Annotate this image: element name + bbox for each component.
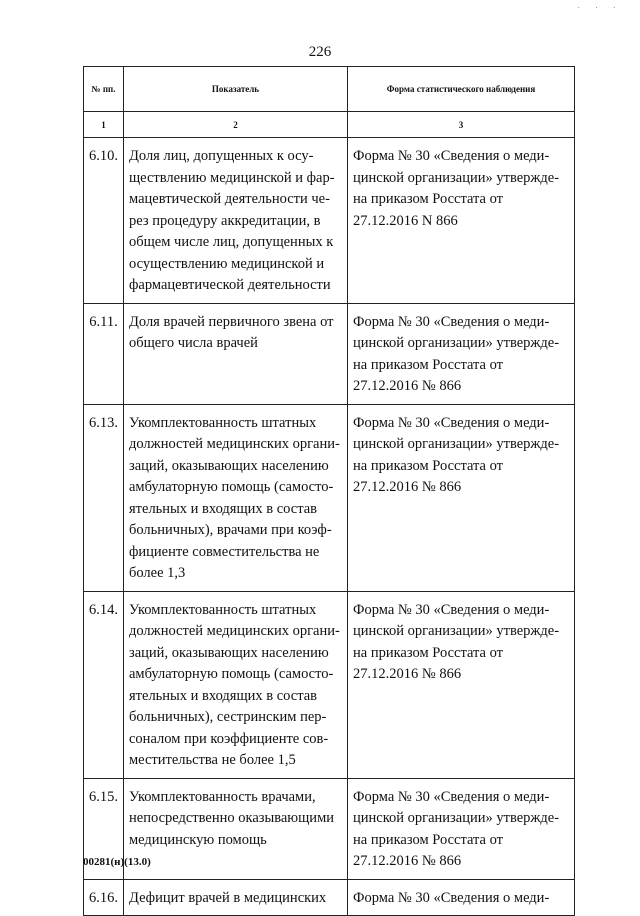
page-number: 226 xyxy=(308,44,332,60)
row-indicator: Доля лиц, допущенных к осу-ществлению медицинской и фар-мацевтической деятельности че-рез процедуру аккредитации, в общем числе лиц, допущенных к осуществлению медицинской и фармацевтической деятельности xyxy=(124,138,348,304)
row-form: Форма № 30 «Сведения о меди-цинской организации» утвержде-на приказом Росстата от 27.12.2016 № 866 xyxy=(348,778,575,879)
table-row xyxy=(84,303,575,404)
row-number: 6.14. xyxy=(84,591,124,778)
row-indicator: Дефицит врачей в медицинских xyxy=(124,879,348,916)
row-indicator: Укомплектованность штатных должностей медицинских органи-заций, оказывающих населению амбулаторную помощь (самосто-ятельных и входящих в состав больничных), сестринским пер-соналом при коэффициенте сов-местительства не более 1,5 xyxy=(124,591,348,778)
table-row xyxy=(84,591,575,778)
column-number-2: 2 xyxy=(124,112,348,138)
row-indicator: Укомплектованность штатных должностей медицинских органи-заций, оказывающих населению амбулаторную помощь (самосто-ятельных и входящих в состав больничных), врачами при коэф-фициенте совместительства не более 1,3 xyxy=(124,404,348,591)
header-number: № пп. xyxy=(84,67,124,112)
table-row xyxy=(84,778,575,879)
row-form: Форма № 30 «Сведения о меди-цинской организации» утвержде-на приказом Росстата от 27.12.2016 N 866 xyxy=(348,138,575,304)
document-code: 00281(н)(13.0) xyxy=(83,856,151,868)
row-number: 6.16. xyxy=(84,879,124,916)
row-number: 6.11. xyxy=(84,303,124,404)
row-indicator: Укомплектованность врачами, непосредственно оказывающими медицинскую помощь xyxy=(124,778,348,879)
table-row xyxy=(84,404,575,591)
row-indicator: Доля врачей первичного звена от общего числа врачей xyxy=(124,303,348,404)
row-form: Форма № 30 «Сведения о меди-цинской организации» утвержде-на приказом Росстата от 27.12.2016 № 866 xyxy=(348,591,575,778)
column-number-3: 3 xyxy=(348,112,575,138)
row-form: Форма № 30 «Сведения о меди- xyxy=(348,879,575,916)
table-header-row xyxy=(84,67,575,112)
scan-artifact: ˙ ˙ ˙ xyxy=(577,6,622,17)
row-number: 6.10. xyxy=(84,138,124,304)
header-form: Форма статистического наблюдения xyxy=(348,67,575,112)
column-number-1: 1 xyxy=(84,112,124,138)
column-number-row xyxy=(84,112,575,138)
table-row xyxy=(84,138,575,304)
row-number: 6.13. xyxy=(84,404,124,591)
row-form: Форма № 30 «Сведения о меди-цинской организации» утвержде-на приказом Росстата от 27.12.2016 № 866 xyxy=(348,303,575,404)
indicators-table xyxy=(83,66,575,916)
row-number: 6.15. xyxy=(84,778,124,879)
header-indicator: Показатель xyxy=(124,67,348,112)
row-form: Форма № 30 «Сведения о меди-цинской организации» утвержде-на приказом Росстата от 27.12.2016 № 866 xyxy=(348,404,575,591)
table-row xyxy=(84,879,575,916)
